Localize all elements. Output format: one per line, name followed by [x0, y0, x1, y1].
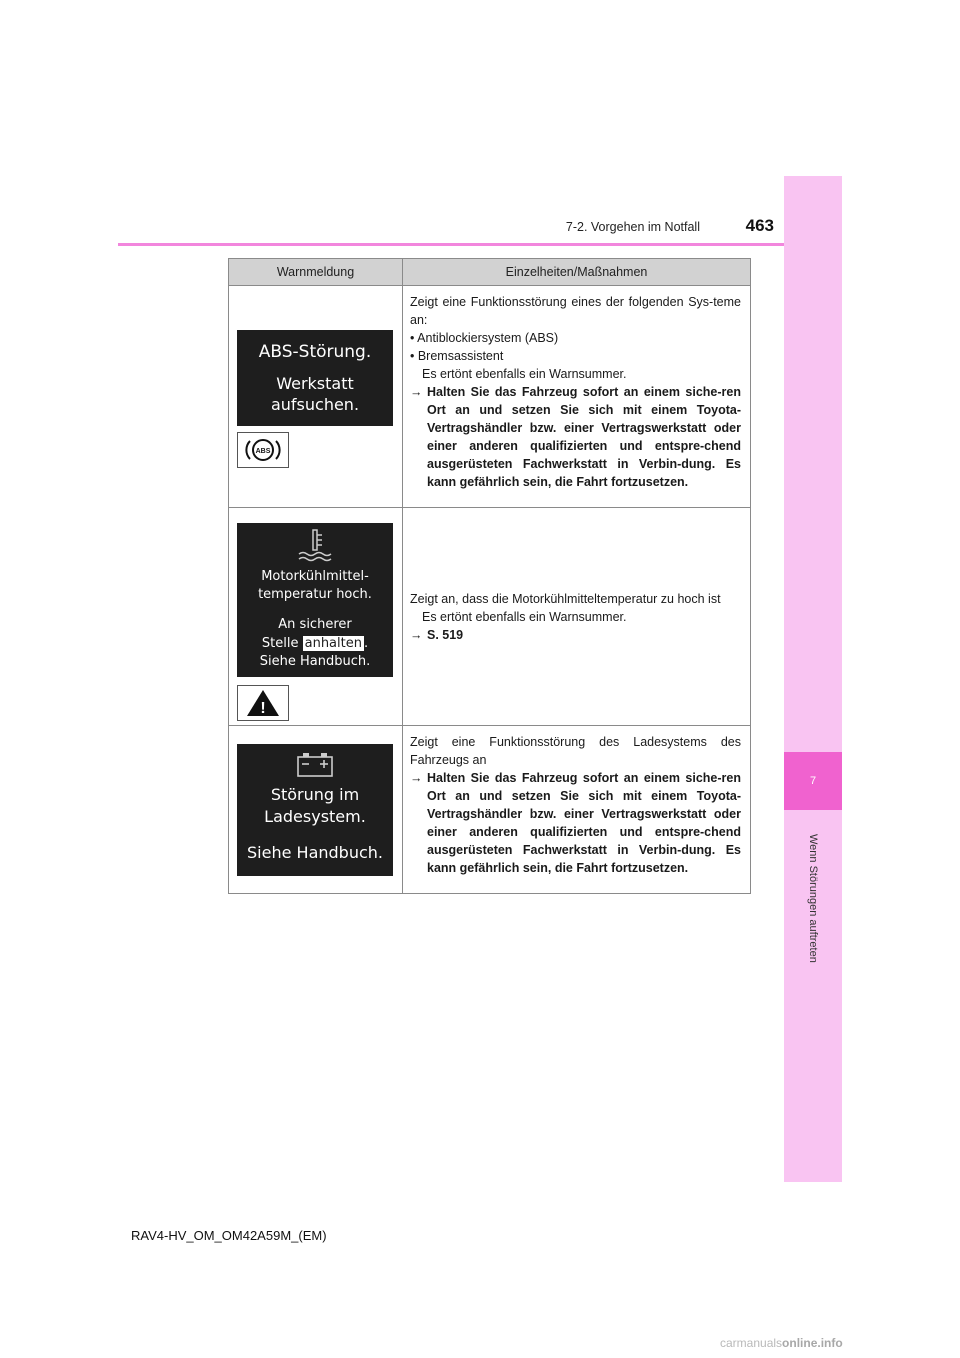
details-cell — [403, 726, 751, 894]
warning-indicator-text: ! — [260, 700, 266, 717]
display-line: An sicherer — [278, 617, 352, 632]
detail-note: Es ertönt ebenfalls ein Warnsummer. — [422, 609, 627, 624]
detail-action-text: Halten Sie das Fahrzeug sofort an einem siche-ren Ort an und setzen Sie sich mit einem Toyota-Vertragshändler bzw. einer Vertragswerkstatt oder einer anderen qualifizierten und entspre-chend ausgerüsteten Fachwerkstatt in Verbin-dung. Es kann gefährlich sein, die Fahrt fortzusetzen. — [427, 771, 741, 875]
display-line: temperatur hoch. — [258, 587, 372, 602]
warning-display-cell — [229, 726, 403, 894]
page-reference: S. 519 — [427, 627, 464, 642]
detail-text: Zeigt eine Funktionsstörung eines der folgenden Sys-teme an: — [410, 295, 741, 327]
watermark-suffix: online.info — [782, 1336, 843, 1350]
warning-display-cell — [229, 286, 403, 508]
section-title: 7-2. Vorgehen im Notfall — [565, 220, 700, 234]
detail-action — [410, 769, 741, 877]
warning-display-cell — [229, 508, 403, 726]
table-row — [229, 726, 751, 894]
charging-message-display — [237, 744, 393, 876]
details-cell — [403, 286, 751, 508]
display-word: Stelle — [261, 636, 299, 651]
detail-action — [410, 383, 741, 491]
abs-warning-icon — [241, 435, 285, 465]
display-line: Siehe Handbuch. — [259, 654, 371, 669]
abs-indicator — [237, 432, 289, 468]
chapter-number: 7 — [784, 752, 842, 810]
side-tab — [784, 176, 842, 1182]
header-rule — [118, 243, 784, 246]
chapter-label — [784, 818, 842, 978]
page-number: 463 — [745, 216, 774, 235]
display-line: Siehe Handbuch. — [247, 843, 383, 862]
detail-bullet: • Antiblockiersystem (ABS) — [410, 331, 559, 345]
display-line: Störung im — [270, 785, 360, 804]
detail-note: Es ertönt ebenfalls ein Warnsummer. — [422, 367, 627, 381]
table-header-row — [229, 259, 751, 286]
chapter-label-text: Wenn Störungen auftreten — [807, 833, 819, 963]
document-code: RAV4-HV_OM_OM42A59M_(EM) — [131, 1228, 327, 1243]
display-line: Motorkühlmittel- — [261, 569, 369, 584]
detail-text: Zeigt an, dass die Motorkühlmitteltemperatur zu hoch ist — [410, 591, 721, 606]
warning-triangle-icon — [245, 688, 281, 718]
arrow-icon: → — [410, 385, 423, 399]
detail-action-text: Halten Sie das Fahrzeug sofort an einem siche-ren Ort an und setzen Sie sich mit einem Toyota-Vertragshändler bzw. einer Vertragswerkstatt oder einer anderen qualifizierten und entspre-chend ausgerüsteten Fachwerkstatt in Verbin-dung. Es kann gefährlich sein, die Fahrt fortzusetzen. — [427, 385, 741, 489]
warning-table — [228, 258, 751, 894]
abs-indicator-text: ABS — [255, 448, 271, 455]
arrow-icon: → — [410, 627, 423, 642]
watermark — [720, 1336, 843, 1350]
table-row — [229, 508, 751, 726]
detail-text: Zeigt eine Funktionsstörung des Ladesystems des Fahrzeugs an — [410, 735, 741, 767]
table-row — [229, 286, 751, 508]
display-line: aufsuchen. — [270, 394, 360, 414]
display-line: ABS-Störung. — [258, 341, 372, 362]
warning-triangle-indicator — [237, 685, 289, 721]
detail-action — [410, 626, 741, 644]
arrow-icon: → — [410, 771, 423, 785]
battery-icon — [295, 752, 335, 778]
details-cell — [403, 508, 751, 726]
column-header: Warnmeldung — [229, 259, 403, 286]
display-line: Ladesystem. — [264, 807, 366, 826]
abs-message-display — [237, 330, 393, 426]
display-highlight: anhalten — [304, 636, 362, 651]
display-word: . — [363, 636, 369, 651]
detail-bullet: • Bremsassistent — [410, 349, 504, 363]
display-line: Werkstatt — [276, 373, 354, 393]
column-header: Einzelheiten/Maßnahmen — [403, 259, 751, 286]
display-line-group — [262, 634, 368, 653]
coolant-temperature-icon — [295, 528, 335, 564]
coolant-message-display — [237, 523, 393, 677]
watermark-prefix: carmanuals — [720, 1336, 783, 1350]
